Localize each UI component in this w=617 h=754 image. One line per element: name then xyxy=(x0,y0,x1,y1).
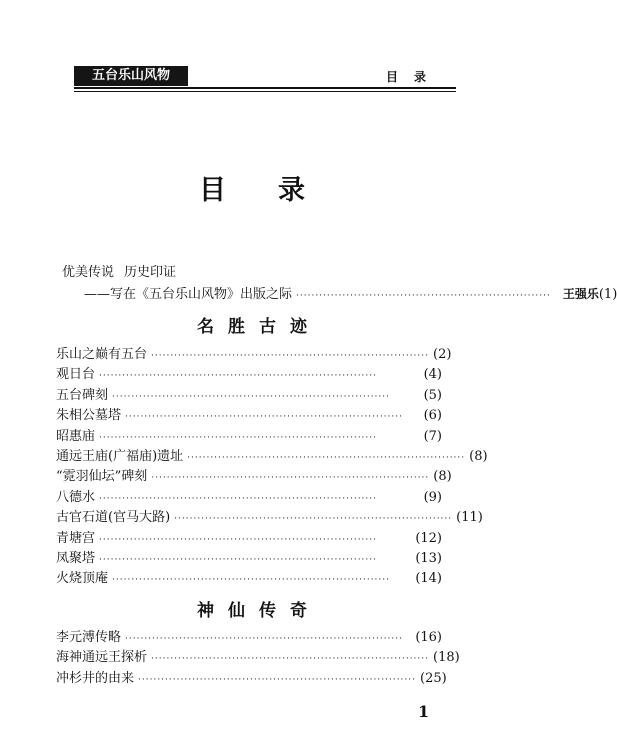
preface-subtitle: ——写在《五台乐山风物》出版之际 xyxy=(84,287,293,302)
toc-entry-page: (11) xyxy=(456,510,483,526)
toc-entry-page: (12) xyxy=(415,530,442,546)
leader-dots: ········································································ xyxy=(99,554,377,565)
page-title: 目录 xyxy=(199,175,357,206)
preface-title-part1: 优美传说 xyxy=(62,265,115,280)
page-number: 1 xyxy=(418,702,430,721)
leader-dots: ·································································· xyxy=(296,291,551,301)
toc-list-shenxian xyxy=(56,628,460,689)
leader-dots: ········································································ xyxy=(99,432,377,443)
toc-entry[interactable] xyxy=(56,488,442,508)
preface-author: 王强乐 xyxy=(562,287,599,301)
toc-entry-page: (2) xyxy=(433,347,452,362)
toc-entry-page: (18) xyxy=(433,650,460,666)
toc-entry[interactable] xyxy=(56,467,452,487)
toc-entry[interactable] xyxy=(56,508,483,528)
toc-entry-page: (13) xyxy=(415,550,442,566)
leader-dots: ········································································ xyxy=(151,654,429,665)
toc-entry-page: (4) xyxy=(423,367,442,383)
leader-dots: ········································································ xyxy=(125,412,403,423)
section-heading-shenxian: 神仙传奇 xyxy=(197,601,321,621)
preface-title xyxy=(62,261,176,280)
header-rule-thick xyxy=(74,87,456,89)
toc-entry[interactable] xyxy=(56,569,442,589)
toc-entry-title: 火烧顶庵 xyxy=(56,571,109,587)
toc-entry[interactable] xyxy=(56,669,447,689)
toc-entry-page: (7) xyxy=(423,428,442,444)
toc-entry[interactable] xyxy=(56,386,442,406)
toc-list-mingsheng xyxy=(56,345,488,590)
leader-dots: ········································································ xyxy=(112,575,390,586)
toc-entry[interactable] xyxy=(56,447,488,467)
toc-entry-title: 五台碑刻 xyxy=(56,387,109,403)
toc-entry-title: 青塘宫 xyxy=(56,530,96,546)
toc-entry-page: (25) xyxy=(420,670,447,686)
leader-dots: ········································································ xyxy=(138,674,416,685)
toc-entry-page: (5) xyxy=(423,387,442,403)
toc-entry-title: 古官石道(官马大路) xyxy=(56,510,171,526)
leader-dots: ········································································ xyxy=(112,391,390,402)
toc-entry-page: (9) xyxy=(423,489,442,505)
running-header-section: 目录 xyxy=(385,70,442,84)
preface-page-number: (1) xyxy=(598,287,617,302)
toc-entry-title: 乐山之巅有五台 xyxy=(56,347,148,362)
toc-entry[interactable] xyxy=(56,549,442,569)
toc-entry-title: 冲杉井的由来 xyxy=(56,670,135,686)
toc-entry-page: (8) xyxy=(433,469,452,485)
leader-dots: ········································································ xyxy=(99,493,377,504)
toc-entry[interactable] xyxy=(56,648,460,668)
toc-entry-title: 观日台 xyxy=(56,367,96,383)
preface-title-part2: 历史印证 xyxy=(124,265,177,280)
toc-entry[interactable] xyxy=(56,345,452,365)
toc-entry[interactable] xyxy=(56,406,442,426)
leader-dots: ········································································ xyxy=(151,351,429,361)
toc-entry-title: 朱相公墓塔 xyxy=(56,408,122,424)
toc-entry-page: (8) xyxy=(469,448,488,464)
running-header-book-title: 五台乐山风物 xyxy=(74,66,188,86)
toc-entry[interactable] xyxy=(56,365,442,385)
toc-entry[interactable] xyxy=(56,529,442,549)
toc-entry-page: (14) xyxy=(415,571,442,587)
leader-dots: ········································································ xyxy=(125,634,403,644)
leader-dots: ········································································ xyxy=(174,514,453,525)
toc-entry-page: (16) xyxy=(415,630,442,645)
toc-entry-title: 八德水 xyxy=(56,489,96,505)
leader-dots: ········································································ xyxy=(99,534,377,545)
leader-dots: ········································································ xyxy=(99,371,377,382)
toc-entry-page: (6) xyxy=(423,408,442,424)
toc-entry[interactable] xyxy=(56,427,442,447)
header-rule-thin xyxy=(74,91,456,92)
toc-entry-title: 凤聚塔 xyxy=(56,550,96,566)
toc-entry[interactable] xyxy=(56,628,442,648)
toc-entry-title: 李元溥传略 xyxy=(56,630,122,645)
section-heading-mingsheng: 名胜古迹 xyxy=(197,317,321,337)
leader-dots: ········································································ xyxy=(187,452,466,463)
leader-dots: ········································································ xyxy=(151,473,430,484)
toc-entry-title: “霓羽仙坛”碑刻 xyxy=(56,469,148,485)
toc-entry-title: 海神通远王探析 xyxy=(56,650,148,666)
preface-entry[interactable] xyxy=(84,283,617,302)
toc-entry-title: 通远王庙(广福庙)遗址 xyxy=(56,448,184,464)
toc-entry-title: 昭惠庙 xyxy=(56,428,96,444)
